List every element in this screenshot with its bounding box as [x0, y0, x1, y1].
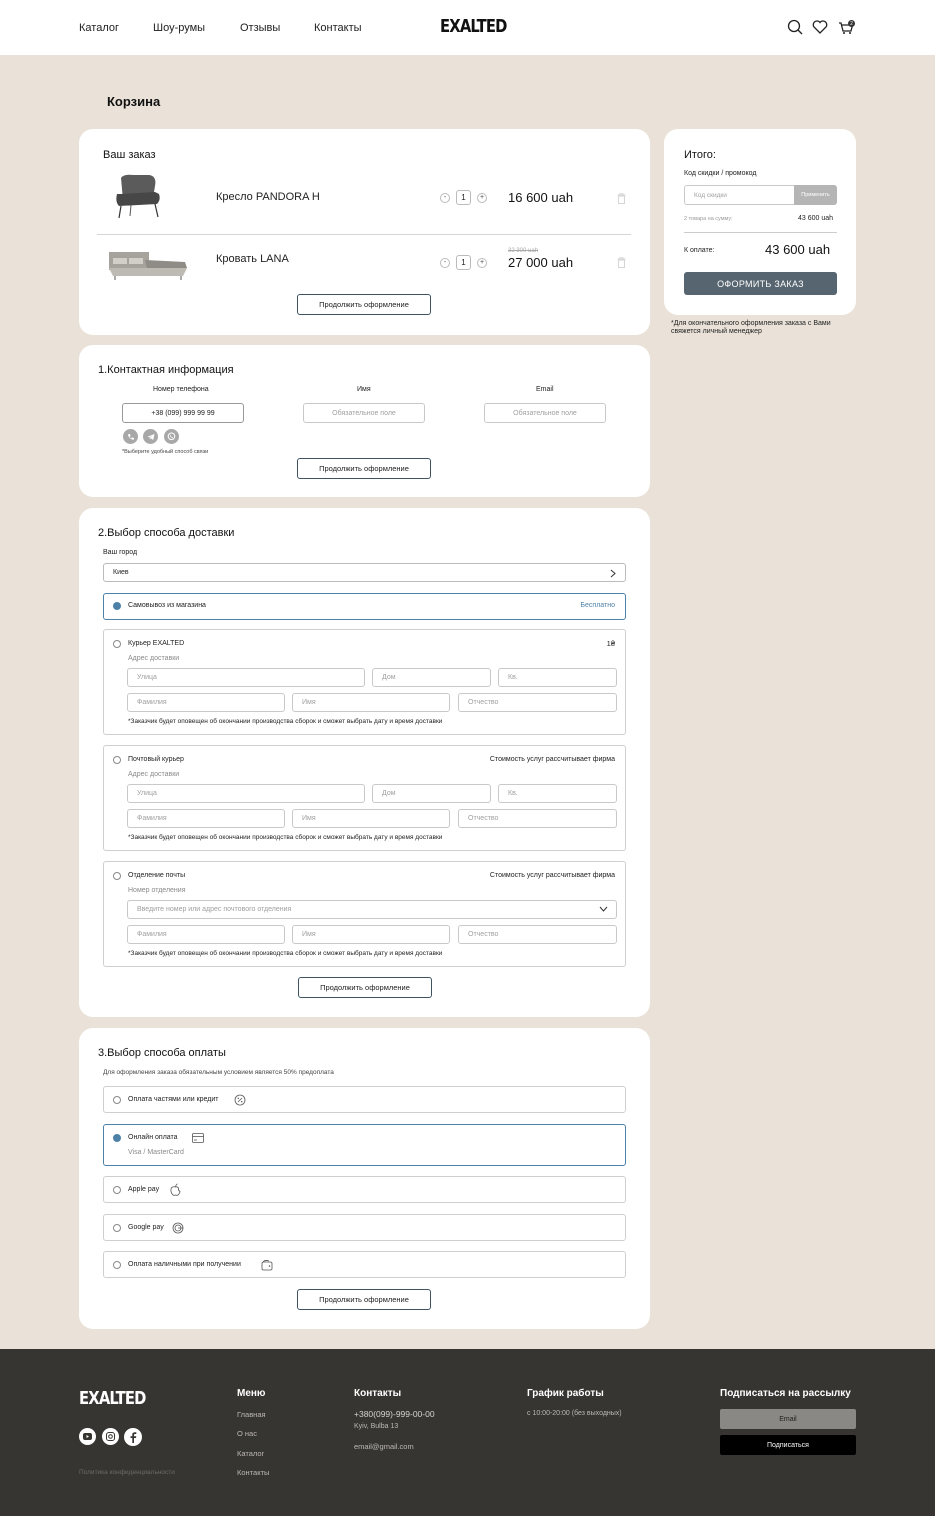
option-label: Почтовый курьер — [128, 756, 184, 763]
percent-icon — [234, 1094, 246, 1106]
house-input[interactable]: Дом — [372, 668, 491, 687]
footer-email[interactable]: email@gmail.com — [354, 1442, 414, 1451]
city-value: Киев — [113, 569, 129, 576]
telegram-icon[interactable] — [143, 429, 158, 444]
quantity-value[interactable]: 1 — [456, 190, 471, 205]
order-title: Ваш заказ — [103, 149, 156, 161]
nav-catalog[interactable]: Каталог — [79, 22, 119, 34]
surname-input[interactable]: Фамилия — [127, 809, 285, 828]
option-label: Отделение почты — [128, 872, 186, 879]
footer-schedule-title: График работы — [527, 1388, 604, 1399]
footer-link-about[interactable]: О нас — [237, 1429, 257, 1438]
quantity-value[interactable]: 1 — [456, 255, 471, 270]
option-label: Оплата частями или кредит — [128, 1096, 219, 1103]
delivery-option-pickup[interactable] — [103, 593, 626, 620]
name-input[interactable]: Имя — [292, 809, 450, 828]
footer-logo[interactable]: EXALTED — [79, 1388, 146, 1409]
armchair-image — [111, 172, 165, 220]
items-count-label: 2 товара на сумму: — [684, 216, 733, 222]
footer-address: Kyiv, Bulba 13 — [354, 1423, 399, 1430]
patronymic-input[interactable]: Отчество — [458, 809, 617, 828]
email-label: Email — [536, 386, 554, 393]
cart-count-badge: 2 — [848, 20, 855, 27]
option-price: Бесплатно — [580, 602, 615, 609]
item-name[interactable]: Кресло PANDORA H — [216, 191, 320, 203]
house-input[interactable]: Дом — [372, 784, 491, 803]
decrease-button[interactable]: - — [440, 258, 450, 268]
delivery-note: *Заказчик будет оповещен об окончании производства сборок и сможет выбрать дату и время доставки — [128, 718, 443, 725]
apartment-input[interactable]: Кв. — [498, 784, 617, 803]
summary-card — [664, 129, 856, 315]
option-label: Самовывоз из магазина — [128, 602, 206, 609]
summary-title: Итого: — [684, 149, 716, 161]
delivery-title: 2.Выбор способа доставки — [98, 527, 235, 539]
trash-icon[interactable] — [617, 257, 626, 268]
name-input[interactable]: Имя — [292, 693, 450, 712]
payment-title: 3.Выбор способа оплаты — [98, 1047, 226, 1059]
name-input[interactable]: Имя — [292, 925, 450, 944]
promo-label: Код скидки / промокод — [684, 170, 757, 177]
order-card — [79, 129, 650, 335]
divider — [684, 232, 837, 233]
quantity-stepper — [440, 255, 487, 270]
instagram-icon[interactable] — [102, 1428, 119, 1445]
google-pay-icon — [172, 1222, 184, 1234]
address-label: Адрес доставки — [128, 771, 180, 778]
items-sum: 43 600 uah — [798, 215, 834, 222]
radio-button[interactable] — [113, 1186, 121, 1194]
payment-card — [79, 1028, 650, 1329]
wallet-icon — [261, 1259, 273, 1271]
footer-menu-title: Меню — [237, 1388, 266, 1399]
option-price: 1₴ — [606, 639, 615, 648]
decrease-button[interactable]: - — [440, 193, 450, 203]
surname-input[interactable]: Фамилия — [127, 693, 285, 712]
payment-option-cash[interactable] — [103, 1251, 626, 1278]
credit-card-icon — [192, 1133, 204, 1143]
logo[interactable]: EXALTED — [440, 16, 507, 37]
payment-option-online[interactable] — [103, 1124, 626, 1166]
trash-icon[interactable] — [617, 193, 626, 204]
address-label: Адрес доставки — [128, 655, 180, 662]
contact-method-hint: *Выберите удобный способ связи — [122, 449, 209, 455]
option-label: Apple pay — [128, 1186, 160, 1193]
office-number-label: Номер отделения — [128, 887, 186, 894]
pay-label: К оплате: — [684, 247, 715, 254]
street-input[interactable]: Улица — [127, 784, 365, 803]
subscribe-button[interactable]: Подписаться — [720, 1435, 856, 1455]
phone-label: Номер телефона — [153, 386, 209, 393]
submit-order-button[interactable]: ОФОРМИТЬ ЗАКАЗ — [684, 272, 837, 295]
name-label: Имя — [357, 386, 371, 393]
privacy-link[interactable]: Политика конфиденциальности — [79, 1469, 175, 1476]
heart-icon[interactable] — [812, 20, 828, 34]
item-price: 27 000 uah — [508, 255, 574, 270]
footer-contacts-title: Контакты — [354, 1388, 402, 1399]
viber-icon[interactable] — [164, 429, 179, 444]
continue-button[interactable]: Продолжить оформление — [298, 977, 432, 998]
option-label: Курьер EXALTED — [128, 640, 185, 647]
phone-call-icon[interactable] — [123, 429, 138, 444]
continue-button[interactable]: Продолжить оформление — [297, 294, 431, 315]
payment-option-installments[interactable] — [103, 1086, 626, 1113]
youtube-icon[interactable] — [79, 1428, 96, 1445]
page-title: Корзина — [107, 94, 161, 109]
payment-subtitle: Для оформления заказа обязательным условием является 50% предоплата — [103, 1069, 334, 1076]
item-name[interactable]: Кровать LANA — [216, 253, 289, 265]
option-sub: Visa / MasterCard — [128, 1149, 184, 1156]
city-label: Ваш город — [103, 549, 138, 556]
delivery-note: *Заказчик будет оповещен об окончании производства сборок и сможет выбрать дату и время доставки — [128, 834, 443, 841]
continue-button[interactable]: Продолжить оформление — [297, 1289, 431, 1310]
radio-button[interactable] — [113, 602, 121, 610]
option-price: Стоимость услуг рассчитывает фирма — [489, 872, 615, 879]
chevron-right-icon — [610, 569, 616, 578]
pay-total: 43 600 uah — [765, 242, 831, 257]
footer-link-contacts[interactable]: Контакты — [237, 1468, 270, 1477]
quantity-stepper — [440, 190, 487, 205]
option-label: Онлайн оплата — [128, 1134, 178, 1141]
footer — [0, 1349, 935, 1516]
contact-title: 1.Контактная информация — [98, 364, 234, 376]
subscribe-email-input[interactable]: Email — [720, 1409, 856, 1429]
manager-note: *Для окончательного оформления заказа с Вами свяжется личный менеджер — [671, 320, 831, 335]
header — [0, 0, 935, 55]
street-input[interactable]: Улица — [127, 668, 365, 687]
option-label: Google pay — [128, 1224, 164, 1231]
email-input[interactable]: Обязательное поле — [484, 403, 606, 423]
radio-button[interactable] — [113, 640, 121, 648]
radio-button[interactable] — [113, 1261, 121, 1269]
delivery-option-post-office[interactable] — [103, 861, 626, 967]
radio-button[interactable] — [113, 1134, 121, 1142]
increase-button[interactable]: + — [477, 258, 487, 268]
promo-input[interactable]: Код скидки — [684, 185, 796, 205]
patronymic-input[interactable]: Отчество — [458, 693, 617, 712]
delivery-card — [79, 508, 650, 1017]
radio-button[interactable] — [113, 872, 121, 880]
phone-input[interactable]: +38 (099) 999 99 99 — [122, 403, 244, 423]
search-icon[interactable] — [787, 19, 803, 35]
continue-button[interactable]: Продолжить оформление — [297, 458, 431, 479]
delivery-note: *Заказчик будет оповещен об окончании производства сборок и сможет выбрать дату и время доставки — [128, 950, 443, 957]
delivery-option-courier[interactable] — [103, 629, 626, 735]
post-office-select[interactable]: Введите номер или адрес почтового отделения — [127, 900, 617, 919]
item-price: 16 600 uah — [508, 190, 574, 205]
nav-contacts[interactable]: Контакты — [314, 22, 362, 34]
nav-reviews[interactable]: Отзывы — [240, 22, 281, 34]
footer-link-catalog[interactable]: Каталог — [237, 1449, 265, 1458]
payment-option-google-pay[interactable] — [103, 1214, 626, 1241]
option-price: Стоимость услуг рассчитывает фирма — [489, 756, 615, 763]
apartment-input[interactable]: Кв. — [498, 668, 617, 687]
apple-icon — [170, 1183, 181, 1196]
surname-input[interactable]: Фамилия — [127, 925, 285, 944]
radio-button[interactable] — [113, 756, 121, 764]
apply-promo-button[interactable]: Применить — [794, 185, 837, 205]
radio-button[interactable] — [113, 1096, 121, 1104]
option-label: Оплата наличными при получении — [128, 1261, 241, 1268]
chevron-down-icon — [599, 906, 608, 912]
facebook-icon[interactable] — [124, 1428, 142, 1446]
delivery-option-post-courier[interactable] — [103, 745, 626, 851]
divider — [97, 234, 631, 235]
item-old-price: 32 300 uah — [508, 248, 539, 254]
nav-showrooms[interactable]: Шоу-румы — [153, 22, 206, 34]
footer-link-home[interactable]: Главная — [237, 1410, 266, 1419]
patronymic-input[interactable]: Отчество — [458, 925, 617, 944]
increase-button[interactable]: + — [477, 193, 487, 203]
city-select[interactable] — [103, 563, 626, 582]
footer-subscribe-title: Подписаться на рассылку — [720, 1388, 851, 1399]
contact-card — [79, 345, 650, 497]
footer-schedule: с 10:00-20:00 (без выходных) — [527, 1410, 622, 1417]
radio-button[interactable] — [113, 1224, 121, 1232]
name-input[interactable]: Обязательное поле — [303, 403, 425, 423]
footer-phone[interactable]: +380(099)-999-00-00 — [354, 1409, 435, 1419]
payment-option-apple-pay[interactable] — [103, 1176, 626, 1203]
bed-image — [105, 246, 189, 282]
